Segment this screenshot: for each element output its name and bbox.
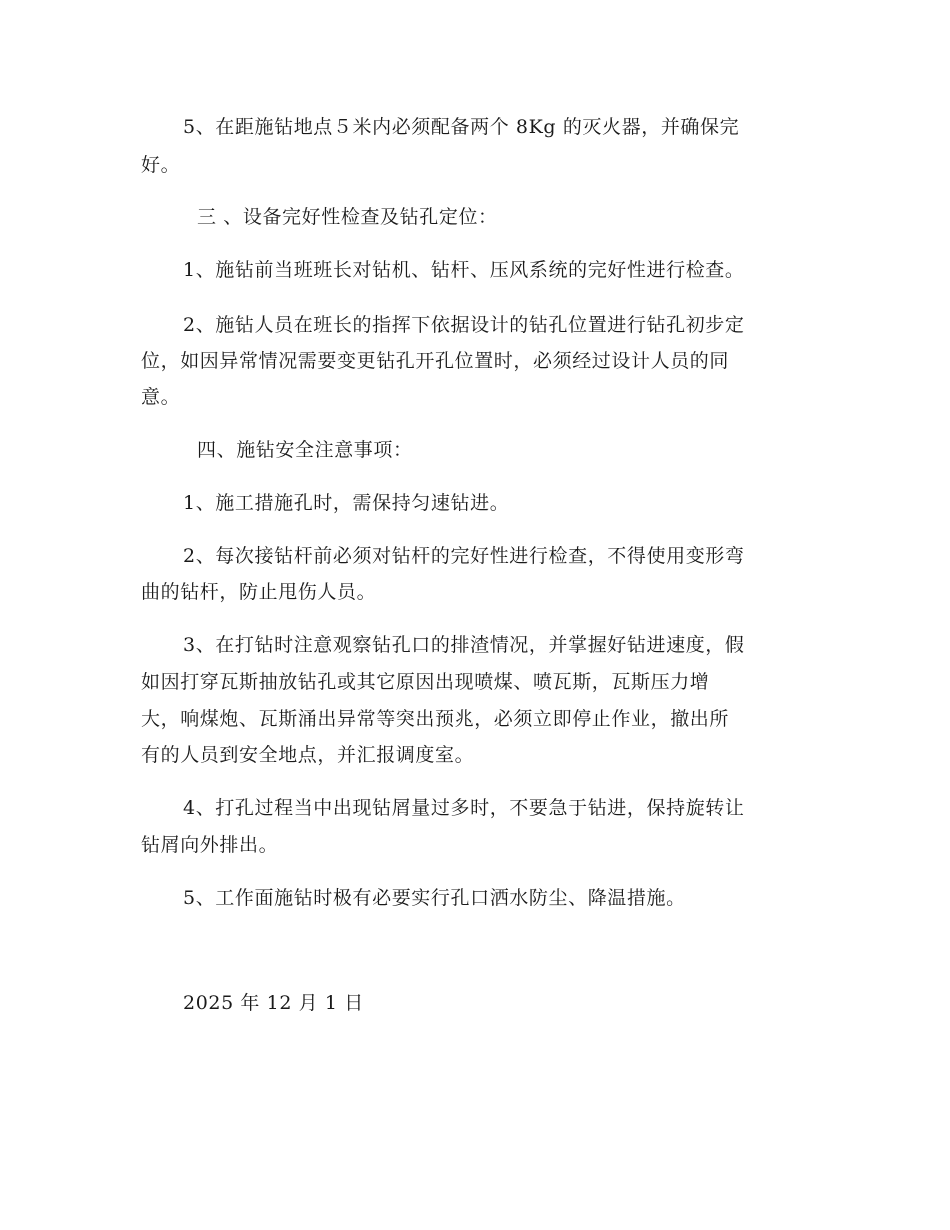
document-date: 2025 年 12 月 1 日 <box>183 992 364 1014</box>
paragraph-line: 如因打穿瓦斯抽放钻孔或其它原因出现喷煤、喷瓦斯，瓦斯压力增 <box>141 671 710 693</box>
paragraph-line: 1、施钻前当班班长对钻机、钻杆、压风系统的完好性进行检查。 <box>183 259 745 281</box>
paragraph-line: 2、每次接钻杆前必须对钻杆的完好性进行检查，不得使用变形弯 <box>183 545 745 567</box>
section-heading: 三 、设备完好性检查及钻孔定位： <box>197 206 498 228</box>
paragraph-line: 有的人员到安全地点，并汇报调度室。 <box>141 744 475 766</box>
paragraph-line: 4、打孔过程当中出现钻屑量过多时，不要急于钻进，保持旋转让 <box>183 797 745 819</box>
paragraph-line: 好。 <box>141 154 181 176</box>
paragraph-line: 5、在距施钻地点５米内必须配备两个 8Kg 的灭火器，并确保完 <box>183 116 740 138</box>
paragraph-line: 1、施工措施孔时，需保持匀速钻进。 <box>183 492 510 514</box>
paragraph-line: 5、工作面施钻时极有必要实行孔口洒水防尘、降温措施。 <box>183 887 686 909</box>
paragraph-line: 钻屑向外排出。 <box>141 834 279 856</box>
paragraph-line: 曲的钻杆，防止甩伤人员。 <box>141 581 377 603</box>
paragraph-line: 大，响煤炮、瓦斯涌出异常等突出预兆，必须立即停止作业，撤出所 <box>141 708 730 730</box>
section-heading: 四、施钻安全注意事项： <box>197 439 413 461</box>
paragraph-line: 位，如因异常情况需要变更钻孔开孔位置时，必须经过设计人员的同 <box>141 350 730 372</box>
paragraph-line: 2、施钻人员在班长的指挥下依据设计的钻孔位置进行钻孔初步定 <box>183 314 745 336</box>
paragraph-line: 意。 <box>141 386 181 408</box>
paragraph-line: 3、在打钻时注意观察钻孔口的排渣情况，并掌握好钻进速度，假 <box>183 634 745 656</box>
